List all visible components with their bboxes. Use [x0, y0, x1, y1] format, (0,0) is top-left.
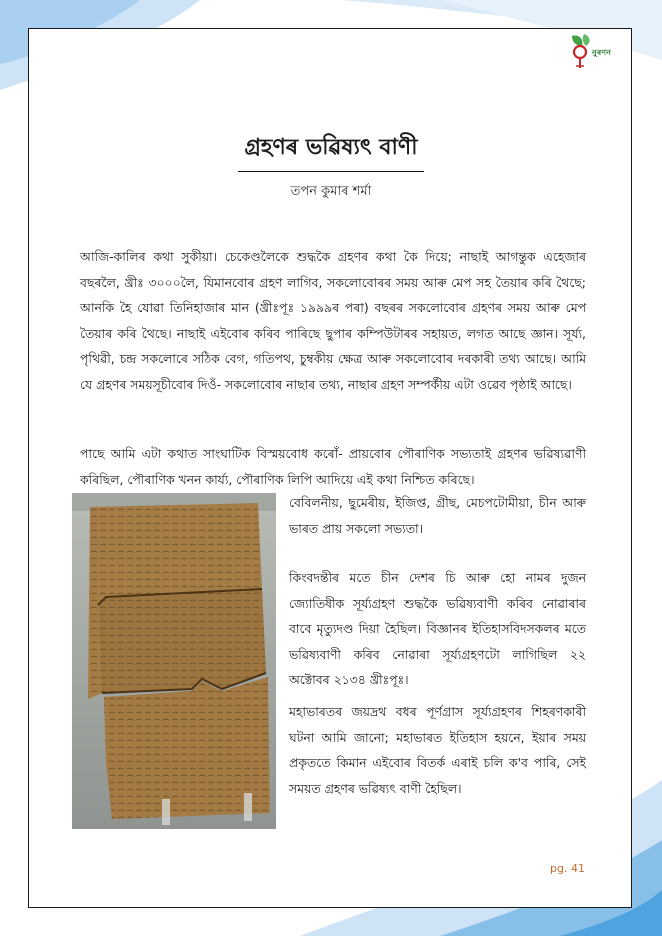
paragraph-2: পাছে আমি এটা কথাত সাংঘাটিক বিস্ময়বোধ কৰোঁ- প্ৰায়বোৰ পৌৰাণিক সভ্যতাই গ্ৰহণৰ ভৱিষ্যৱাণী কৰিছিল, পৌৰাণিক খনন কাৰ্য্য, পৌৰাণিক লিপি আদিয়ে এই কথা নিশ্চিত কৰিছে। — [80, 446, 586, 487]
logo-text: নুৰণন — [592, 48, 611, 57]
brand-logo — [566, 30, 622, 70]
author-name: তপন কুমাৰ শৰ্মা — [290, 184, 372, 199]
page-number: pg. 41 — [550, 862, 585, 875]
paragraph-5: মহাভাৰতৰ জয়দ্ৰথ বধৰ পূৰ্ণগ্ৰাস সূৰ্য্যগ্ৰহণৰ শিহৰণকাৰী ঘটনা আমি জানো; মহাভাৰত ইতিহাস হয়নে, ইয়াৰ সময় প্ৰকৃততে কিমান এইবোৰ বিতৰ্ক এৰাই চলি ক'ব পাৰি, সেই সময়ত গ্ৰহণৰ ভৱিষ্যৎ বাণী হৈছিল। — [289, 704, 586, 796]
paragraph-1: আজি-কালিৰ কথা সুকীয়া। চেকেণ্ডলৈকে শুদ্ধকৈ গ্ৰহণৰ কথা কৈ দিয়ে; নাছাই আগন্তুক এহেজাৰ বছৰলৈ, খ্ৰীঃ ৩০০০লৈ, যিমানবোৰ গ্ৰহণ লাগিব, সকলোবোৰৰ সময় আৰু মেপ সহ তৈয়াৰ কৰি থৈছে; আনকি হৈ যোৱা তিনিহাজাৰ মান (খ্ৰীঃপূঃ ১৯৯৯ৰ পৰা) বছৰৰ সকলোবোৰ গ্ৰহণৰ সময় আৰু মেপ তৈয়াৰ কৰি থৈছে। নাছাই এইবোৰ কৰিব পাৰিছে ছুপাৰ কম্পিউটাৰৰ সহায়ত, লগত আছে জ্ঞান। সূৰ্য্য, পৃথিৱী, চন্দ্ৰ সকলোৰে সঠিক বেগ, গতিপথ, চুম্বকীয় ক্ষেত্ৰ আৰু সকলোবোৰ দৰকাৰী তথ্য আছে। আমি যে গ্ৰহণৰ সময়সূচীবোৰ দিওঁ- সকলোবোৰ নাছাৰ তথ্য, নাছাৰ গ্ৰহণ সম্পৰ্কীয় এটা ওৱেব পৃষ্ঠাই আছে। — [80, 249, 586, 392]
article-title — [0, 130, 662, 172]
article-title-text: গ্ৰহণৰ ভৱিষ্যৎ বাণী — [238, 130, 423, 172]
paragraph-4: কিংবদন্তীৰ মতে চীন দেশৰ চি আৰু হো নামৰ দুজন জ্যোতিষীক সূৰ্য্যগ্ৰহণ শুদ্ধকৈ ভৱিষ্যবাণী কৰিব নোৱাৰাৰ বাবে মৃত্যুদণ্ড দিয়া হৈছিল। বিজ্ঞানৰ ইতিহাসবিদসকলৰ মতে ভৱিষ্যবাণী কৰিব নোৱাৰা সূৰ্য্যগ্ৰহণটো লাগিছিল ২২ অক্টোবৰ ২১৩৪ খ্ৰীঃপূঃ। — [289, 570, 586, 687]
paragraph-3: বেবিলনীয়, ছুমেৰীয়, ইজিপ্ত, গ্ৰীছ, মেচপটোমীয়া, চীন আৰু ভাৰত প্ৰায় সকলো সভ্যতা। — [289, 495, 586, 536]
cuneiform-tablet-image — [72, 493, 276, 829]
